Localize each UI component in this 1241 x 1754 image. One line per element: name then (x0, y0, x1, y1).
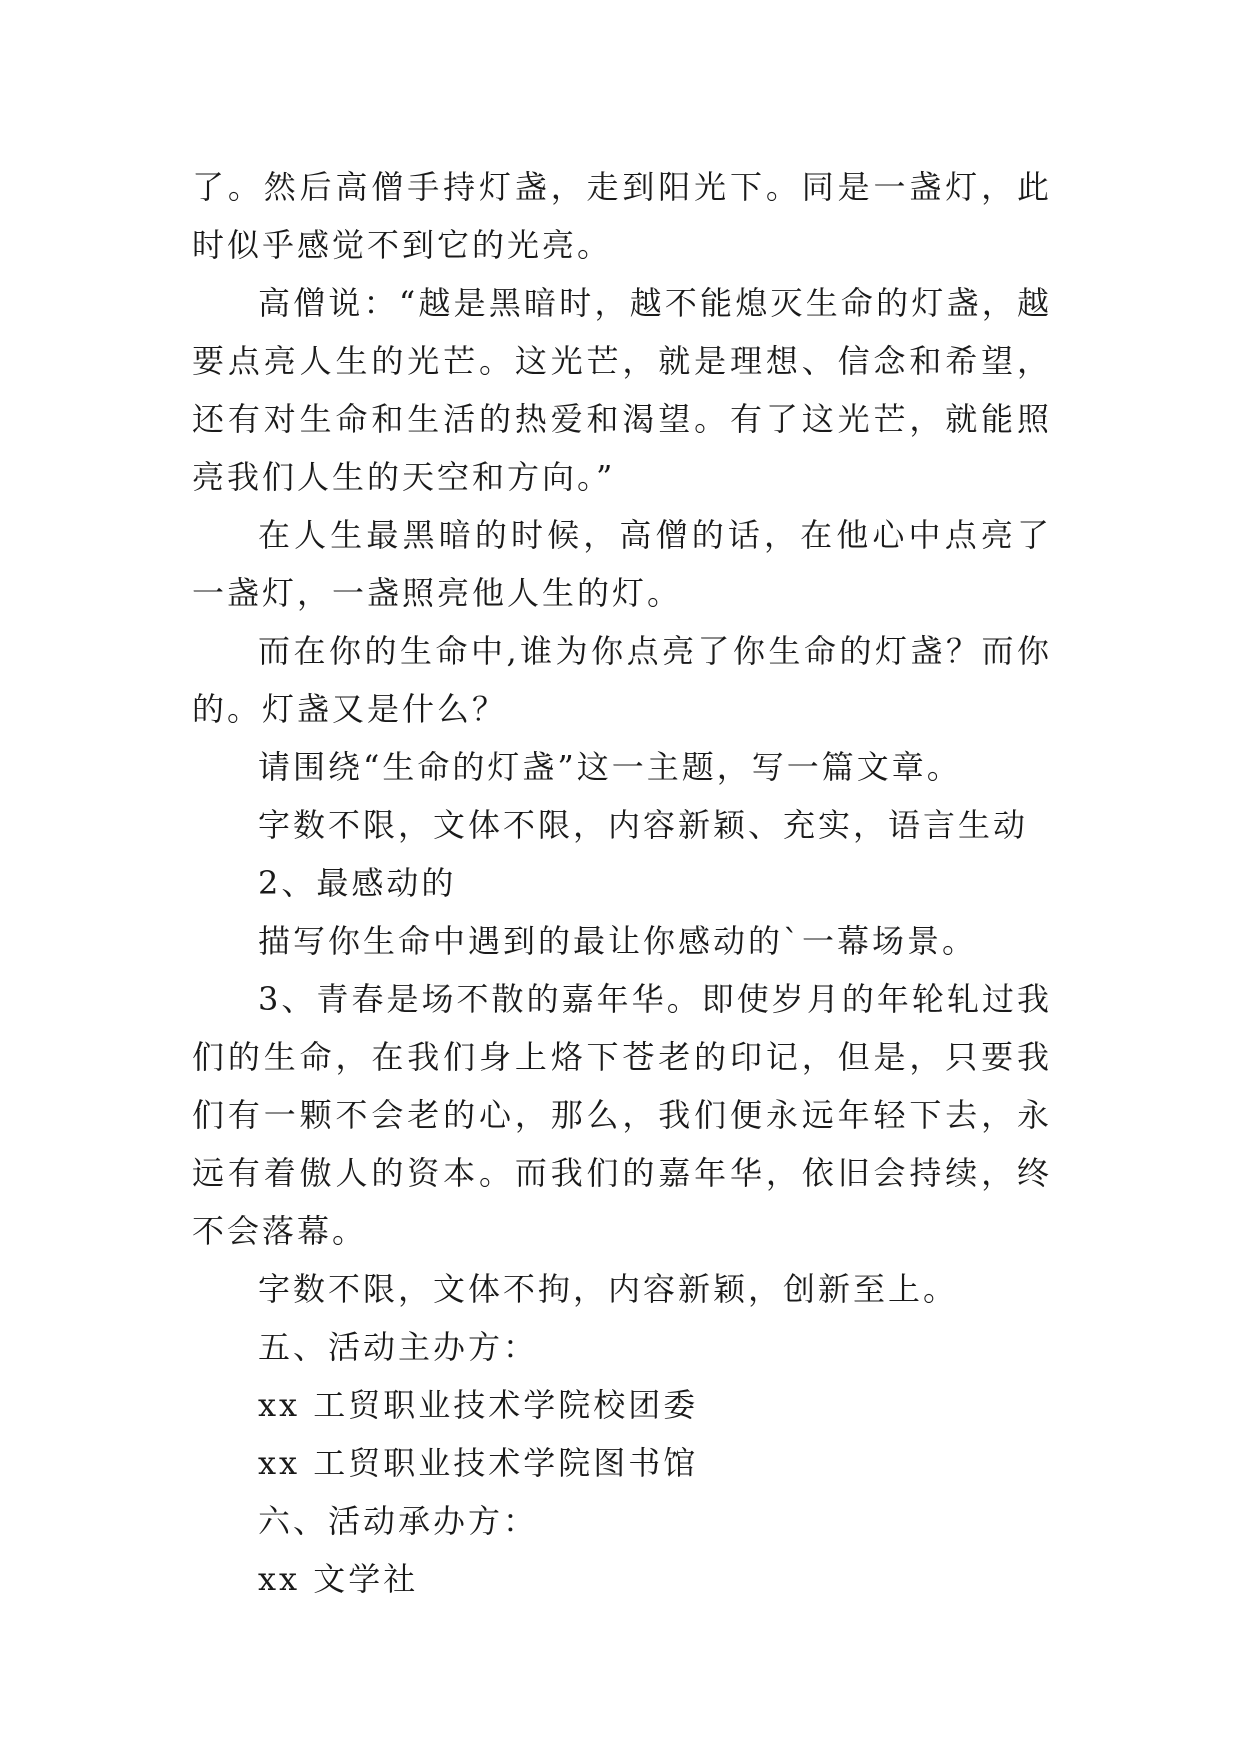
paragraph-darkest-time: 在人生最黑暗的时候，高僧的话，在他心中点亮了一盏灯，一盏照亮他人生的灯。 (192, 516, 1052, 612)
heading-co-organizer: 六、活动承办方： (258, 1502, 539, 1540)
paragraph-youth-carnival: 3、青春是场不散的嘉年华。即使岁月的年轮轧过我们的生命，在我们身上烙下苍老的印记，但是，只要我们有一颗不会老的心，那么，我们便永远年轻下去，永远有着傲人的资本。而我们的嘉年华，依旧会持续，终不会落幕。 (192, 980, 1052, 1250)
paragraph-lamp-sunlight: 了。然后高僧手持灯盏，走到阳光下。同是一盏灯，此时似乎感觉不到它的光亮。 (192, 168, 1052, 264)
organizer-youth-league: xx 工贸职业技术学院校团委 (258, 1386, 699, 1424)
heading-most-touching: 2、最感动的 (258, 864, 457, 902)
document-page (192, 158, 1052, 1608)
co-organizer-literary-society: xx 文学社 (258, 1560, 419, 1598)
paragraph-topic: 请围绕“生命的灯盏”这一主题，写一篇文章。 (258, 748, 962, 786)
paragraph-requirements-1: 字数不限，文体不限，内容新颖、充实，语言生动 (258, 806, 1029, 844)
paragraph-monk-quote: 高僧说：“越是黑暗时，越不能熄灭生命的灯盏，越要点亮人生的光芒。这光芒，就是理想、信念和希望，还有对生命和生活的热爱和渴望。有了这光芒，就能照亮我们人生的天空和方向。” (192, 284, 1052, 496)
organizer-library: xx 工贸职业技术学院图书馆 (258, 1444, 699, 1482)
paragraph-requirements-3: 字数不限，文体不拘，内容新颖，创新至上。 (258, 1270, 959, 1308)
heading-organizer: 五、活动主办方： (258, 1328, 539, 1366)
paragraph-touching-scene: 描写你生命中遇到的最让你感动的`一幕场景。 (258, 922, 978, 960)
paragraph-question: 而在你的生命中,谁为你点亮了你生命的灯盏？而你的。灯盏又是什么？ (192, 632, 1052, 728)
